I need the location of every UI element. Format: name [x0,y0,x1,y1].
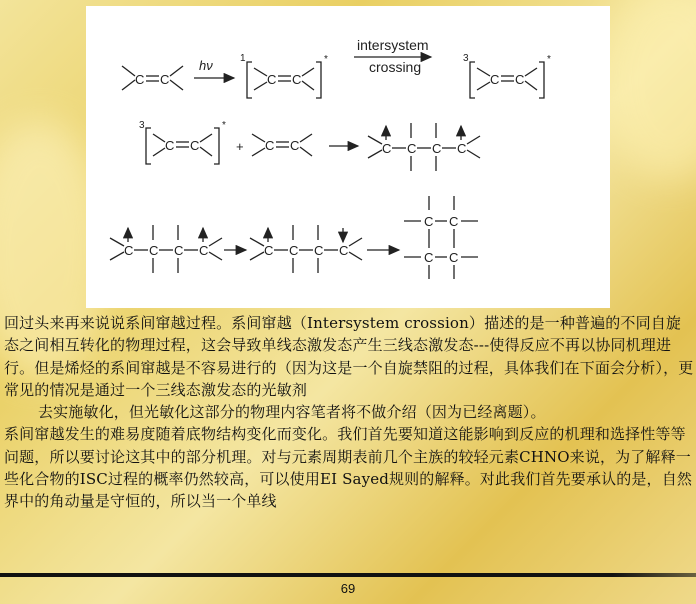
paragraph: 回过头来再来说说系间窜越过程。系间窜越（Intersystem crossion）描述的是一种普遍的不同自旋态之间相互转化的物理过程，这会导致单线态激发态产生三线态激发态---使得反应不再以协同机理进行。但是烯烃的系间窜越是不容易进行的（因为这是一个自旋禁阻的过程，具体我们在下面会分析），更常见的情况是通过一个三线态激发态的光敏剂 [4,314,694,399]
bracket-left [470,62,475,98]
multiplicity-superscript: 1 [240,53,246,64]
bracket-right [539,62,544,98]
cyclobutane-product [404,196,478,279]
page-number: 69 [340,581,356,596]
ethylene-ground-state [252,134,312,156]
bracket-right [214,128,219,164]
ethylene-triplet-excited [477,68,537,90]
atom-label: C [490,72,500,87]
atom-label: C [382,141,392,156]
atom-label: C [174,243,184,258]
atom-label: C [267,72,277,87]
bracket-left [247,62,252,98]
atom-label: C [199,243,209,258]
atom-label: C [449,250,459,265]
bracket-right [316,62,321,98]
plus-sign: + [236,139,244,154]
atom-label: C [190,138,200,153]
atom-label: C [432,141,442,156]
atom-label: C [165,138,175,153]
atom-label: C [290,138,300,153]
atom-label: C [160,72,170,87]
atom-label: C [515,72,525,87]
atom-label: C [449,214,459,229]
background-highlight [600,0,696,180]
footer-rule [0,573,696,577]
singlet-biradical-chain [250,225,362,273]
paragraph: 系间窜越发生的难易度随着底物结构变化而变化。我们首先要知道这能影响到反应的机理和选择性等等问题，所以要讨论这其中的部分机理。对与元素周期表前几个主族的较轻元素CHNO来说，为了解释一些化合物的ISC过程的概率仍然较高，可以使用EI Sayed规则的解释。对此我们首先要承认的是，自然界中的角动量是守恒的，所以当一个单线 [4,425,692,511]
atom-label: C [424,250,434,265]
bracket-left [146,128,151,164]
excited-star: * [324,54,328,65]
atom-label: C [289,243,299,258]
body-text [4,312,694,513]
ethylene-triplet-excited [153,134,212,156]
atom-label: C [339,243,349,258]
isc-label: crossing [369,59,422,75]
triplet-biradical-chain [110,225,222,273]
multiplicity-superscript: 3 [463,53,469,64]
ethylene-singlet-excited [254,68,314,90]
atom-label: C [457,141,467,156]
excited-star: * [547,54,551,65]
atom-label: C [424,214,434,229]
multiplicity-superscript: 3 [139,120,145,131]
excited-star: * [222,120,226,131]
atom-label: C [149,243,159,258]
atom-label: C [124,243,134,258]
hv-label: hν [199,58,213,73]
atom-label: C [264,243,274,258]
atom-label: C [314,243,324,258]
isc-label: intersystem [357,37,429,53]
ethylene-ground-state [122,66,183,90]
atom-label: C [407,141,417,156]
atom-label: C [292,72,302,87]
atom-label: C [135,72,145,87]
atom-label: C [265,138,275,153]
paragraph: 去实施敏化，但光敏化这部分的物理内容笔者将不做介绍（因为已经离题）。 [38,403,546,422]
triplet-biradical-chain [368,123,480,171]
reaction-scheme-figure [86,6,610,308]
